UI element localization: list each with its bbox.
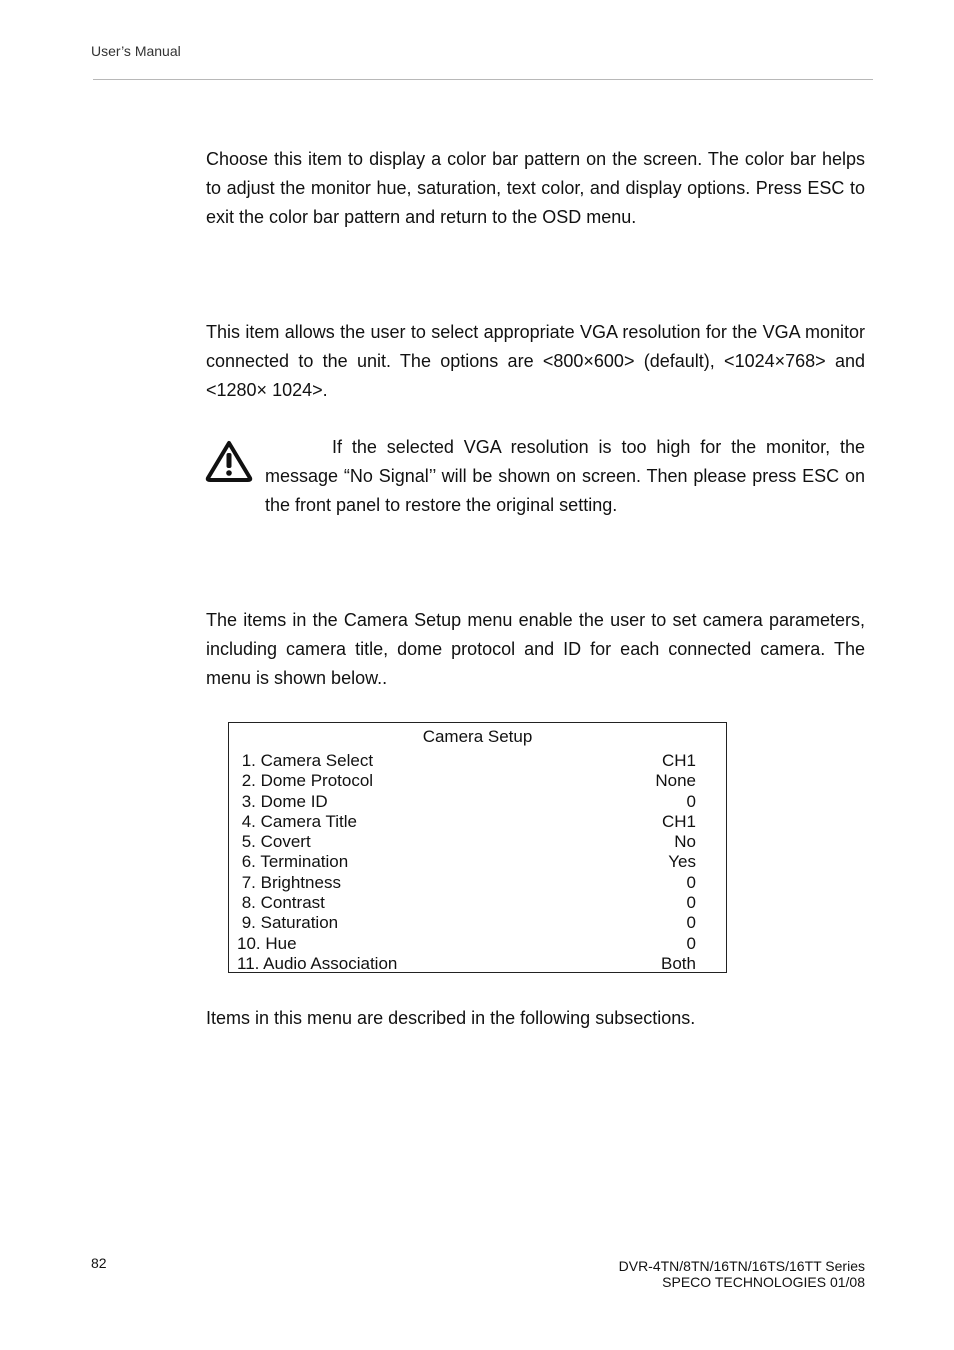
menu-item-label: 6. Termination	[237, 852, 349, 872]
menu-item-label: 8. Contrast	[237, 893, 325, 913]
menu-title: Camera Setup	[422, 727, 533, 746]
menu-item-label: 9. Saturation	[237, 913, 339, 933]
menu-item-label: 10. Hue	[237, 933, 297, 953]
menu-row	[229, 873, 726, 893]
warning-note	[204, 433, 866, 523]
menu-item-label: 7. Brightness	[237, 872, 341, 892]
menu-item-value: CH1	[661, 811, 696, 831]
footer-info	[619, 1258, 865, 1290]
footer-series: DVR-4TN/8TN/16TN/16TS/16TT Series	[618, 1258, 865, 1274]
menu-item-value: 0	[686, 872, 696, 892]
menu-item-label: 5. Covert	[237, 832, 311, 852]
menu-row	[229, 893, 726, 913]
menu-item-value: Both	[661, 953, 696, 973]
running-header: User’s Manual	[91, 43, 181, 59]
menu-item-value: 0	[686, 893, 696, 913]
menu-item-label: 4. Camera Title	[237, 811, 357, 831]
header-divider	[93, 79, 873, 80]
subsections-paragraph: Items in this menu are described in the following subsections.	[206, 1008, 696, 1028]
menu-item-value: 0	[686, 791, 696, 811]
menu-item-value: None	[655, 771, 696, 791]
menu-list	[229, 751, 726, 974]
menu-item-value: Yes	[668, 852, 696, 872]
menu-row	[229, 812, 726, 832]
menu-row	[229, 771, 726, 791]
footer-company: SPECO TECHNOLOGIES 01/08	[662, 1274, 865, 1290]
camera-setup-menu	[228, 722, 727, 973]
menu-row	[229, 792, 726, 812]
menu-row	[229, 954, 726, 974]
menu-item-value: No	[674, 832, 696, 852]
menu-item-value: 0	[686, 933, 696, 953]
menu-row	[229, 852, 726, 872]
menu-item-label: 11. Audio Association	[237, 953, 398, 973]
menu-row	[229, 751, 726, 771]
menu-item-value: CH1	[661, 751, 696, 770]
menu-row	[229, 934, 726, 954]
menu-row	[229, 832, 726, 852]
page-number: 82	[91, 1255, 107, 1271]
menu-item-value: 0	[686, 913, 696, 933]
menu-item-label: 2. Dome Protocol	[237, 771, 374, 791]
menu-row	[229, 913, 726, 933]
menu-item-label: 1. Camera Select	[237, 751, 374, 770]
color-bar-paragraph: Choose this item to display a color bar pattern on the screen. The color bar helps to adjust the monitor hue, saturation, text color, and display options. Press ESC to exit the color bar pattern and return to the OSD menu.	[206, 149, 865, 227]
camera-setup-paragraph: The items in the Camera Setup menu enable the user to set camera parameters, including camera title, dome protocol and ID for each connected camera. The menu is shown below..	[206, 610, 865, 688]
menu-item-label: 3. Dome ID	[237, 791, 328, 811]
vga-resolution-paragraph: This item allows the user to select appropriate VGA resolution for the VGA monitor connected to the unit. The options are <800×600> (default), <1024×768> and <1280× 1024>.	[206, 322, 865, 400]
warning-triangle-icon	[204, 439, 254, 483]
warning-note-text: If the selected VGA resolution is too high for the monitor, the message “No Signal’’ will be shown on screen. Then please press ESC on the front panel to restore the original setting.	[265, 437, 865, 515]
